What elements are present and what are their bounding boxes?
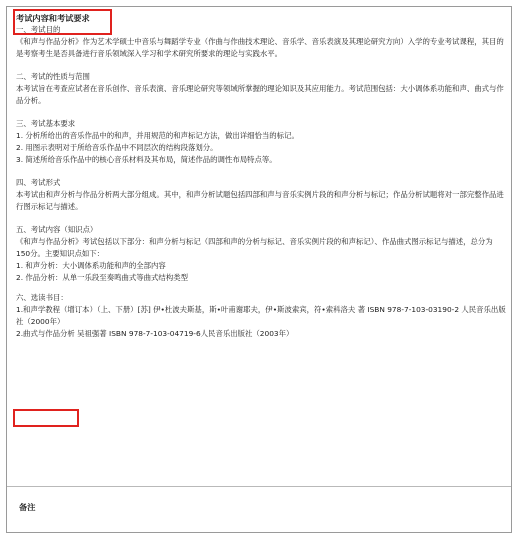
section-3-item: 2. 用图示表明对于所给音乐作品中不同层次的结构段落划分。 <box>16 143 218 152</box>
section-3-item: 3. 简述所给音乐作品中的核心音乐材料及其布局，简述作品的调性布局特点等。 <box>16 155 277 164</box>
section-5-item: 1. 和声分析：大小调体系功能和声的全部内容 <box>16 261 166 270</box>
section-1-heading: 一、考试目的 <box>16 25 61 34</box>
reading-item: 2.曲式与作品分析 吴祖强著 ISBN 978-7-103-04719-6人民音乐出版社（2003年） <box>16 329 294 338</box>
notes-heading: 备注 <box>19 502 36 512</box>
section-4-heading: 四、考试形式 <box>16 178 61 187</box>
section-1-paragraph: 《和声与作品分析》作为艺术学硕士中音乐与舞蹈学专业（作曲与作曲技术理论、音乐学、音乐表演及其理论研究方向）入学的专业考试课程，其目的是考察考生是否具备进行音乐领域深入学习和学术研究所要求的理论与实践水平。 <box>16 37 504 58</box>
section-divider <box>7 486 511 487</box>
section-3-heading: 三、考试基本要求 <box>16 119 76 128</box>
section-5-paragraph: 《和声与作品分析》考试包括以下部分：和声分析与标记（四部和声的分析与标记、音乐实例片段的和声标记）、作品曲式图示标记与描述，总分为150分。主要知识点如下： <box>16 237 493 258</box>
section-5-heading: 五、考试内容（知识点） <box>16 225 98 234</box>
section-2-paragraph: 本考试旨在考查应试者在音乐创作、音乐表演、音乐理论研究等领域所掌握的理论知识及其应用能力。考试范围包括：大小调体系功能和声、曲式与作品分析。 <box>16 84 504 105</box>
section-6-heading: 六、选读书目： <box>16 293 68 302</box>
reading-item: 1.和声学教程（增订本）（上、下册）[苏] 伊•杜波夫斯基，斯•叶甫谢耶夫，伊•斯波索宾，符•索科洛夫 著 ISBN 978-7-103-03190-2 人民音乐出版社（2000年） <box>16 305 506 326</box>
document-content <box>16 12 506 340</box>
section-4-paragraph: 本考试由和声分析与作品分析两大部分组成。其中，和声分析试题包括四部和声与音乐实例片段的和声分析与标记；作品分析试题将对一部完整作品进行图示标记与描述。 <box>16 190 504 211</box>
section-2-heading: 二、考试的性质与范围 <box>16 72 90 81</box>
doc-title: 考试内容和考试要求 <box>16 13 90 23</box>
section-3-item: 1. 分析所给出的音乐作品中的和声，并用规范的和声标记方法，做出详细恰当的标记。 <box>16 131 299 140</box>
section-5-item: 2. 作品分析：从单一乐段至奏鸣曲式等曲式结构类型 <box>16 273 188 282</box>
highlight-box-reading-list <box>13 409 79 427</box>
